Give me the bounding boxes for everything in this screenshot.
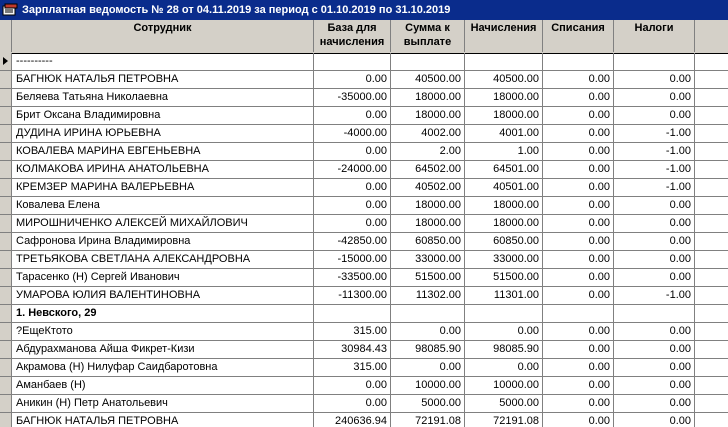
- table-row[interactable]: [0, 395, 728, 413]
- row-indicator[interactable]: [0, 233, 12, 250]
- base-cell[interactable]: -11300.00: [314, 287, 391, 304]
- deductions-cell[interactable]: 0.00: [543, 125, 614, 142]
- row-indicator[interactable]: [0, 251, 12, 268]
- taxes-cell[interactable]: 0.00: [614, 197, 695, 214]
- employee-name-cell[interactable]: Акрамова (Н) Нилуфар Саидбаротовна: [12, 359, 314, 376]
- deductions-cell[interactable]: 0.00: [543, 107, 614, 124]
- extra-cell: [695, 377, 728, 394]
- header-indicator-cell: [0, 20, 12, 52]
- row-indicator[interactable]: [0, 359, 12, 376]
- payout-cell[interactable]: 51500.00: [391, 269, 465, 286]
- payout-cell[interactable]: [391, 305, 465, 322]
- table-row[interactable]: [0, 359, 728, 377]
- accruals-cell[interactable]: 98085.90: [465, 341, 543, 358]
- accruals-cell[interactable]: 0.00: [465, 323, 543, 340]
- deductions-cell[interactable]: [543, 305, 614, 322]
- table-row[interactable]: [0, 107, 728, 125]
- table-row[interactable]: [0, 323, 728, 341]
- table-row[interactable]: [0, 161, 728, 179]
- accruals-cell[interactable]: 60850.00: [465, 233, 543, 250]
- employee-name-cell[interactable]: Абдурахманова Айша Фикрет-Кизи: [12, 341, 314, 358]
- base-cell[interactable]: 0.00: [314, 395, 391, 412]
- employee-name-cell[interactable]: Аманбаев (Н): [12, 377, 314, 394]
- base-cell[interactable]: 0.00: [314, 197, 391, 214]
- employee-name-cell[interactable]: Сафронова Ирина Владимировна: [12, 233, 314, 250]
- table-row[interactable]: [0, 251, 728, 269]
- payout-cell[interactable]: 4002.00: [391, 125, 465, 142]
- accruals-cell[interactable]: 40501.00: [465, 179, 543, 196]
- taxes-cell[interactable]: -1.00: [614, 179, 695, 196]
- payout-cell[interactable]: 18000.00: [391, 215, 465, 232]
- employee-name-cell[interactable]: БАГНЮК НАТАЛЬЯ ПЕТРОВНА: [12, 413, 314, 427]
- group-name-cell[interactable]: 1. Невского, 29: [12, 305, 314, 322]
- extra-cell: [695, 323, 728, 340]
- group-row[interactable]: [0, 305, 728, 323]
- accruals-cell[interactable]: 72191.08: [465, 413, 543, 427]
- row-indicator[interactable]: [0, 377, 12, 394]
- deductions-cell[interactable]: 0.00: [543, 269, 614, 286]
- employee-name-cell[interactable]: Тарасенко (Н) Сергей Иванович: [12, 269, 314, 286]
- deductions-cell[interactable]: 0.00: [543, 341, 614, 358]
- header-employee[interactable]: Сотрудник: [12, 20, 314, 52]
- payout-cell[interactable]: [391, 53, 465, 70]
- extra-cell: [695, 395, 728, 412]
- extra-cell: [695, 341, 728, 358]
- base-cell[interactable]: 0.00: [314, 179, 391, 196]
- extra-cell: [695, 305, 728, 322]
- table-row[interactable]: [0, 53, 728, 71]
- accruals-cell[interactable]: 0.00: [465, 359, 543, 376]
- row-indicator[interactable]: [0, 323, 12, 340]
- extra-cell: [695, 251, 728, 268]
- base-cell[interactable]: 0.00: [314, 215, 391, 232]
- accruals-cell[interactable]: 51500.00: [465, 269, 543, 286]
- payout-cell[interactable]: 72191.08: [391, 413, 465, 427]
- taxes-cell[interactable]: 0.00: [614, 359, 695, 376]
- extra-cell: [695, 413, 728, 427]
- row-indicator[interactable]: [0, 107, 12, 124]
- table-row[interactable]: [0, 287, 728, 305]
- taxes-cell[interactable]: -1.00: [614, 125, 695, 142]
- employee-name-cell[interactable]: ?ЕщеКтото: [12, 323, 314, 340]
- base-cell[interactable]: -4000.00: [314, 125, 391, 142]
- table-row[interactable]: [0, 179, 728, 197]
- row-indicator[interactable]: [0, 197, 12, 214]
- row-indicator[interactable]: [0, 89, 12, 106]
- extra-cell: [695, 53, 728, 70]
- employee-name-cell[interactable]: МИРОШНИЧЕНКО АЛЕКСЕЙ МИХАЙЛОВИЧ: [12, 215, 314, 232]
- table-row[interactable]: [0, 197, 728, 215]
- taxes-cell[interactable]: 0.00: [614, 71, 695, 88]
- base-cell[interactable]: -35000.00: [314, 89, 391, 106]
- accruals-cell[interactable]: 5000.00: [465, 395, 543, 412]
- extra-cell: [695, 197, 728, 214]
- row-indicator[interactable]: [0, 341, 12, 358]
- table-row[interactable]: [0, 143, 728, 161]
- taxes-cell[interactable]: 0.00: [614, 215, 695, 232]
- accruals-cell[interactable]: 4001.00: [465, 125, 543, 142]
- table-row[interactable]: [0, 125, 728, 143]
- deductions-cell[interactable]: 0.00: [543, 251, 614, 268]
- taxes-cell[interactable]: [614, 53, 695, 70]
- payout-cell[interactable]: 11302.00: [391, 287, 465, 304]
- base-cell[interactable]: -15000.00: [314, 251, 391, 268]
- deductions-cell[interactable]: 0.00: [543, 377, 614, 394]
- base-cell[interactable]: -33500.00: [314, 269, 391, 286]
- row-indicator[interactable]: [0, 161, 12, 178]
- base-cell[interactable]: [314, 305, 391, 322]
- table-row[interactable]: [0, 341, 728, 359]
- header-extra: [695, 20, 728, 52]
- header-base[interactable]: База для начисления: [314, 20, 391, 52]
- header-payout[interactable]: Сумма к выплате: [391, 20, 465, 52]
- extra-cell: [695, 287, 728, 304]
- deductions-cell[interactable]: 0.00: [543, 359, 614, 376]
- deductions-cell[interactable]: 0.00: [543, 413, 614, 427]
- extra-cell: [695, 89, 728, 106]
- employee-name-cell[interactable]: КОВАЛЕВА МАРИНА ЕВГЕНЬЕВНА: [12, 143, 314, 160]
- extra-cell: [695, 179, 728, 196]
- employee-name-cell[interactable]: ТРЕТЬЯКОВА СВЕТЛАНА АЛЕКСАНДРОВНА: [12, 251, 314, 268]
- taxes-cell[interactable]: 0.00: [614, 251, 695, 268]
- deductions-cell[interactable]: 0.00: [543, 233, 614, 250]
- table-row[interactable]: [0, 269, 728, 287]
- payout-cell[interactable]: 18000.00: [391, 89, 465, 106]
- accruals-cell[interactable]: 18000.00: [465, 89, 543, 106]
- employee-name-cell[interactable]: Беляева Татьяна Николаевна: [12, 89, 314, 106]
- window-title: Зарплатная ведомость № 28 от 04.11.2019 за период с 01.10.2019 по 31.10.2019: [22, 4, 451, 16]
- payout-cell[interactable]: 64502.00: [391, 161, 465, 178]
- payout-cell[interactable]: 98085.90: [391, 341, 465, 358]
- taxes-cell[interactable]: 0.00: [614, 413, 695, 427]
- extra-cell: [695, 161, 728, 178]
- extra-cell: [695, 71, 728, 88]
- window-titlebar[interactable]: [0, 0, 728, 20]
- accruals-cell[interactable]: 1.00: [465, 143, 543, 160]
- employee-name-cell[interactable]: ----------: [12, 53, 314, 70]
- base-cell[interactable]: 0.00: [314, 71, 391, 88]
- row-indicator[interactable]: [0, 71, 12, 88]
- taxes-cell[interactable]: 0.00: [614, 395, 695, 412]
- deductions-cell[interactable]: 0.00: [543, 161, 614, 178]
- payout-cell[interactable]: 0.00: [391, 323, 465, 340]
- employee-name-cell[interactable]: Брит Оксана Владимировна: [12, 107, 314, 124]
- row-indicator[interactable]: [0, 413, 12, 427]
- accruals-cell[interactable]: 40500.00: [465, 71, 543, 88]
- taxes-cell[interactable]: 0.00: [614, 323, 695, 340]
- base-cell[interactable]: 240636.94: [314, 413, 391, 427]
- taxes-cell[interactable]: -1.00: [614, 287, 695, 304]
- taxes-cell[interactable]: [614, 305, 695, 322]
- payroll-app-icon: [2, 2, 18, 18]
- accruals-cell[interactable]: 18000.00: [465, 215, 543, 232]
- base-cell[interactable]: [314, 53, 391, 70]
- employee-name-cell[interactable]: Ковалева Елена: [12, 197, 314, 214]
- accruals-cell[interactable]: 33000.00: [465, 251, 543, 268]
- row-indicator[interactable]: [0, 125, 12, 142]
- payout-cell[interactable]: 18000.00: [391, 197, 465, 214]
- employee-name-cell[interactable]: КРЕМЗЕР МАРИНА ВАЛЕРЬЕВНА: [12, 179, 314, 196]
- base-cell[interactable]: 0.00: [314, 377, 391, 394]
- header-taxes[interactable]: Налоги: [614, 20, 695, 52]
- base-cell[interactable]: 315.00: [314, 323, 391, 340]
- extra-cell: [695, 107, 728, 124]
- payout-cell[interactable]: 33000.00: [391, 251, 465, 268]
- taxes-cell[interactable]: -1.00: [614, 161, 695, 178]
- deductions-cell[interactable]: 0.00: [543, 395, 614, 412]
- payout-cell[interactable]: 40500.00: [391, 71, 465, 88]
- employee-name-cell[interactable]: УМАРОВА ЮЛИЯ ВАЛЕНТИНОВНА: [12, 287, 314, 304]
- table-row[interactable]: [0, 233, 728, 251]
- extra-cell: [695, 359, 728, 376]
- payout-cell[interactable]: 60850.00: [391, 233, 465, 250]
- deductions-cell[interactable]: 0.00: [543, 197, 614, 214]
- payout-cell[interactable]: 10000.00: [391, 377, 465, 394]
- accruals-cell[interactable]: 18000.00: [465, 107, 543, 124]
- row-indicator[interactable]: [0, 269, 12, 286]
- taxes-cell[interactable]: 0.00: [614, 377, 695, 394]
- deductions-cell[interactable]: [543, 53, 614, 70]
- employee-name-cell[interactable]: ДУДИНА ИРИНА ЮРЬЕВНА: [12, 125, 314, 142]
- accruals-cell[interactable]: 10000.00: [465, 377, 543, 394]
- deductions-cell[interactable]: 0.00: [543, 89, 614, 106]
- deductions-cell[interactable]: 0.00: [543, 323, 614, 340]
- deductions-cell[interactable]: 0.00: [543, 179, 614, 196]
- table-row[interactable]: [0, 413, 728, 427]
- base-cell[interactable]: -24000.00: [314, 161, 391, 178]
- payout-cell[interactable]: 18000.00: [391, 107, 465, 124]
- table-row[interactable]: [0, 215, 728, 233]
- taxes-cell[interactable]: -1.00: [614, 143, 695, 160]
- deductions-cell[interactable]: 0.00: [543, 71, 614, 88]
- payout-cell[interactable]: 0.00: [391, 359, 465, 376]
- deductions-cell[interactable]: 0.00: [543, 143, 614, 160]
- extra-cell: [695, 125, 728, 142]
- deductions-cell[interactable]: 0.00: [543, 287, 614, 304]
- base-cell[interactable]: 0.00: [314, 143, 391, 160]
- extra-cell: [695, 233, 728, 250]
- taxes-cell[interactable]: 0.00: [614, 341, 695, 358]
- accruals-cell[interactable]: [465, 305, 543, 322]
- taxes-cell[interactable]: 0.00: [614, 89, 695, 106]
- row-indicator[interactable]: [0, 215, 12, 232]
- accruals-cell[interactable]: 11301.00: [465, 287, 543, 304]
- current-row-arrow-icon: [3, 57, 8, 65]
- row-indicator[interactable]: [0, 179, 12, 196]
- extra-cell: [695, 269, 728, 286]
- employee-name-cell[interactable]: БАГНЮК НАТАЛЬЯ ПЕТРОВНА: [12, 71, 314, 88]
- payout-cell[interactable]: 5000.00: [391, 395, 465, 412]
- payroll-grid[interactable]: [0, 20, 728, 427]
- accruals-cell[interactable]: [465, 53, 543, 70]
- payout-cell[interactable]: 40502.00: [391, 179, 465, 196]
- row-indicator[interactable]: [0, 53, 12, 70]
- base-cell[interactable]: 0.00: [314, 107, 391, 124]
- table-row[interactable]: [0, 377, 728, 395]
- accruals-cell[interactable]: 18000.00: [465, 197, 543, 214]
- base-cell[interactable]: 315.00: [314, 359, 391, 376]
- header-accruals[interactable]: Начисления: [465, 20, 543, 52]
- accruals-cell[interactable]: 64501.00: [465, 161, 543, 178]
- taxes-cell[interactable]: 0.00: [614, 233, 695, 250]
- employee-name-cell[interactable]: Аникин (Н) Петр Анатольевич: [12, 395, 314, 412]
- grid-header: [0, 20, 728, 54]
- taxes-cell[interactable]: 0.00: [614, 269, 695, 286]
- extra-cell: [695, 215, 728, 232]
- table-row[interactable]: [0, 89, 728, 107]
- row-indicator[interactable]: [0, 305, 12, 322]
- row-indicator[interactable]: [0, 143, 12, 160]
- table-row[interactable]: [0, 71, 728, 89]
- base-cell[interactable]: 30984.43: [314, 341, 391, 358]
- header-deductions[interactable]: Списания: [543, 20, 614, 52]
- row-indicator[interactable]: [0, 287, 12, 304]
- taxes-cell[interactable]: 0.00: [614, 107, 695, 124]
- payout-cell[interactable]: 2.00: [391, 143, 465, 160]
- employee-name-cell[interactable]: КОЛМАКОВА ИРИНА АНАТОЛЬЕВНА: [12, 161, 314, 178]
- extra-cell: [695, 143, 728, 160]
- deductions-cell[interactable]: 0.00: [543, 215, 614, 232]
- base-cell[interactable]: -42850.00: [314, 233, 391, 250]
- row-indicator[interactable]: [0, 395, 12, 412]
